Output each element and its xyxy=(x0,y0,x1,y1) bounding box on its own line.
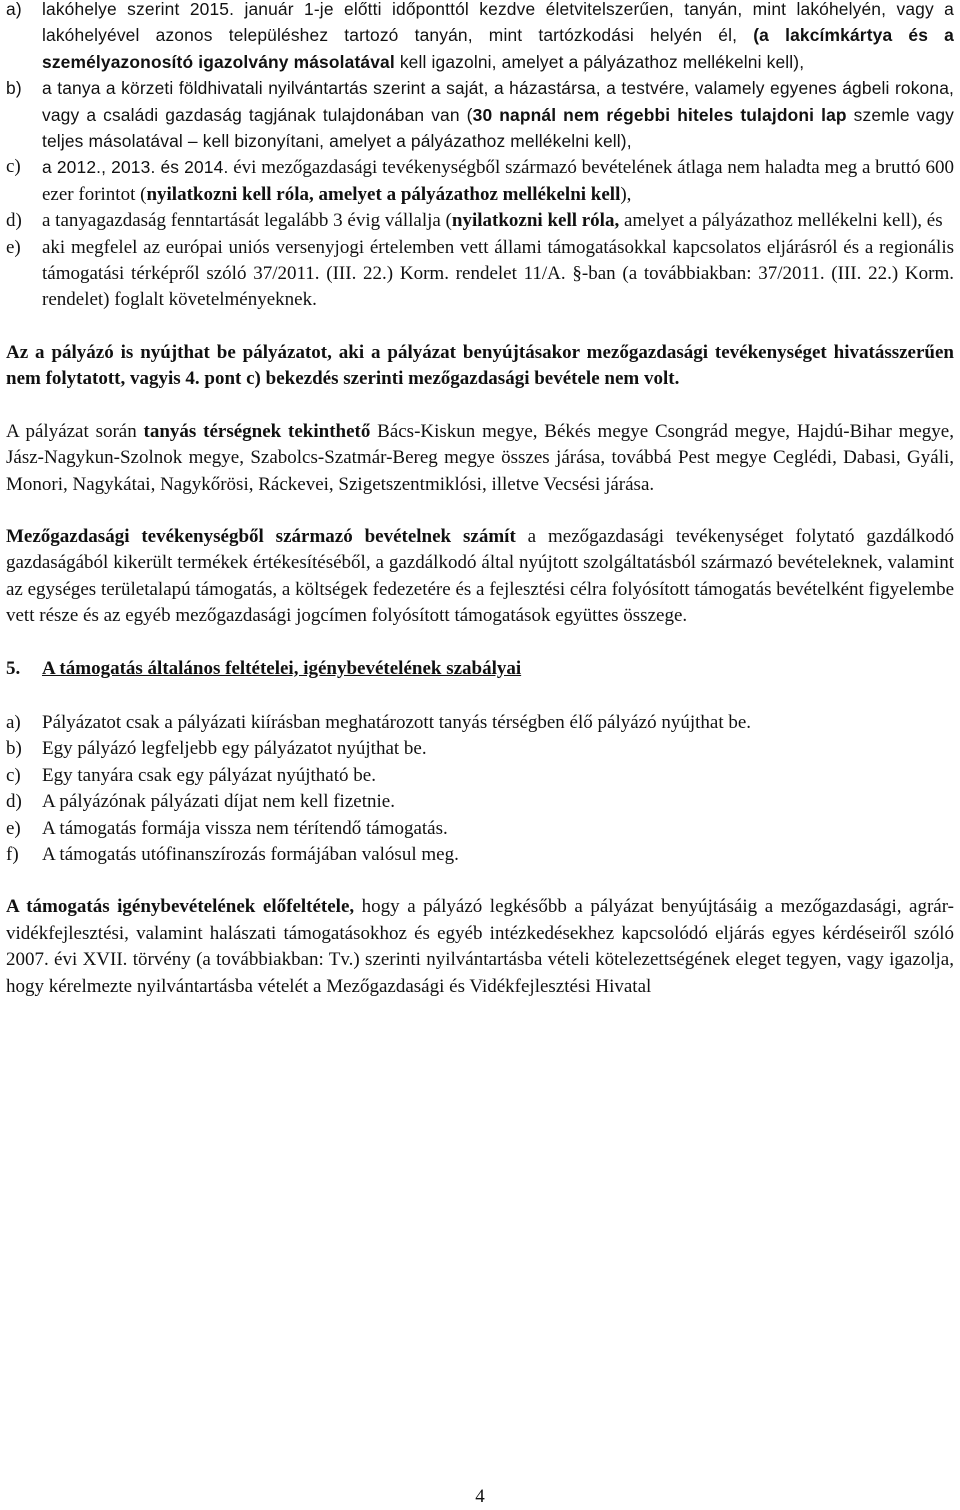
list-item-a xyxy=(6,0,954,75)
list-item-label: c) xyxy=(6,156,21,178)
list-item-text: a tanya a körzeti földhivatali nyilvántartás szerint a saját, a házastársa, a testvére, valamely egyenes ágbeli rokona, vagy a családi gazdaság tagjának tulajdonában van (30 napnál nem régebbi hiteles tulajdoni lap szemle vagy teljes másolatával – kell bizonyítani, amelyet a pályázathoz mellékelni kell), xyxy=(42,78,954,152)
list-item-text: lakóhelye szerint 2015. január 1-je előtti időponttól kezdve életvitelszerűen, tanyán, mint lakóhelyén, vagy a lakóhelyével azonos településhez tartozó tanyán, mint tartózkodási helyén él, (a lakcímkártya és a személyazonosító igazolvány másolatával kell igazolni, amelyet a pályázathoz mellékelni kell), xyxy=(42,0,954,72)
section-heading xyxy=(6,656,954,682)
eligibility-list xyxy=(6,0,954,314)
condition-item xyxy=(6,736,954,762)
condition-item xyxy=(6,789,954,815)
section-title: A támogatás általános feltételei, igénybevételének szabályai xyxy=(42,657,522,679)
condition-item xyxy=(6,816,954,842)
condition-text: Egy tanyára csak egy pályázat nyújtható be. xyxy=(42,764,376,786)
condition-label: a) xyxy=(6,711,21,733)
paragraph-farm-regions: A pályázat során tanyás térségnek tekinthető Bács-Kiskun megye, Békés megye Csongrád megye, Hajdú-Bihar megye, Jász-Nagykun-Szolnok megye, Szabolcs-Szatmár-Bereg megye összes járása, továbbá Pest megye Ceglédi, Dabasi, Gyáli, Monori, Nagykátai, Nagykőrösi, Ráckevei, Szigetszentmiklósi, illetve Vecsési járása. xyxy=(6,420,954,495)
list-item-text: a 2012., 2013. és 2014. évi mezőgazdasági tevékenységből származó bevételének átlaga nem haladta meg a bruttó 600 ezer forintot (nyilatkozni kell róla, amelyet a pályázathoz mellékelni kell), xyxy=(42,157,954,205)
page-number: 4 xyxy=(475,1486,485,1507)
conditions-list xyxy=(6,710,954,868)
paragraph-prerequisite: A támogatás igénybevételének előfeltétele, hogy a pályázó legkésőbb a pályázat benyújtásáig a mezőgazdasági, agrár-vidékfejlesztési, valamint halászati támogatásokhoz és egyéb intézkedésekhez kapcsolódó eljárás egyes kérdéseiről szóló 2007. évi XVII. törvény (a továbbiakban: Tv.) szerinti nyilvántartásba vételi kötelezettségének eleget tegyen, vagy igazolja, hogy kérelmezte nyilvántartásba vételét a Mezőgazdasági és Vidékfejlesztési Hivatal xyxy=(6,896,954,997)
condition-text: Egy pályázó legfeljebb egy pályázatot nyújthat be. xyxy=(42,738,427,760)
condition-text: A pályázónak pályázati díjat nem kell fizetnie. xyxy=(42,791,395,813)
list-item-b xyxy=(6,75,954,154)
paragraph-no-prior-activity: Az a pályázó is nyújthat be pályázatot, aki a pályázat benyújtásakor mezőgazdasági tevékenységet hivatásszerűen nem folytatott, vagyis 4. pont c) bekezdés szerinti mezőgazdasági bevétele nem volt. xyxy=(6,341,954,390)
list-item-text: a tanyagazdaság fenntartását legalább 3 évig vállalja (nyilatkozni kell róla, amelyet a pályázathoz mellékelni kell), és xyxy=(42,210,943,232)
condition-label: c) xyxy=(6,764,21,786)
list-item-label: a) xyxy=(6,0,22,19)
paragraph-agricultural-income: Mezőgazdasági tevékenységből származó bevételnek számít a mezőgazdasági tevékenységet folytató gazdálkodó gazdaságából kikerült termékek értékesítéséből, a gazdálkodó által nyújtott szolgáltatásból származó bevételeknek, valamint az egységes területalapú támogatás, a költségek fedezetére és a fejlesztési célra folyósított támogatás bevételként figyelembe vett része és az egyéb mezőgazdasági jogcímen folyósított támogatások együttes összege. xyxy=(6,525,954,627)
condition-text: Pályázatot csak a pályázati kiírásban meghatározott tanyás térségben élő pályázó nyújthat be. xyxy=(42,711,752,733)
condition-label: d) xyxy=(6,791,22,813)
list-item-label: d) xyxy=(6,210,22,232)
list-item-label: b) xyxy=(6,78,22,99)
condition-label: f) xyxy=(6,843,19,865)
list-item-c xyxy=(6,154,954,208)
list-item-label: e) xyxy=(6,236,21,258)
condition-item xyxy=(6,763,954,789)
list-item-text: aki megfelel az európai uniós versenyjogi értelemben vett állami támogatásokkal kapcsolatos eljárásról és a regionális támogatási térképről szóló 37/2011. (III. 22.) Korm. rendelet 11/A. §-ban (a továbbiakban: 37/2011. (III. 22.) Korm. rendelet) foglalt követelményeknek. xyxy=(42,236,954,311)
list-item-e xyxy=(6,235,954,314)
condition-label: e) xyxy=(6,817,21,839)
section-number: 5. xyxy=(6,657,21,679)
condition-text: A támogatás utófinanszírozás formájában valósul meg. xyxy=(42,843,459,865)
condition-item xyxy=(6,842,954,868)
condition-text: A támogatás formája vissza nem térítendő támogatás. xyxy=(42,817,448,839)
condition-item xyxy=(6,710,954,736)
list-item-d xyxy=(6,208,954,234)
condition-label: b) xyxy=(6,738,22,760)
